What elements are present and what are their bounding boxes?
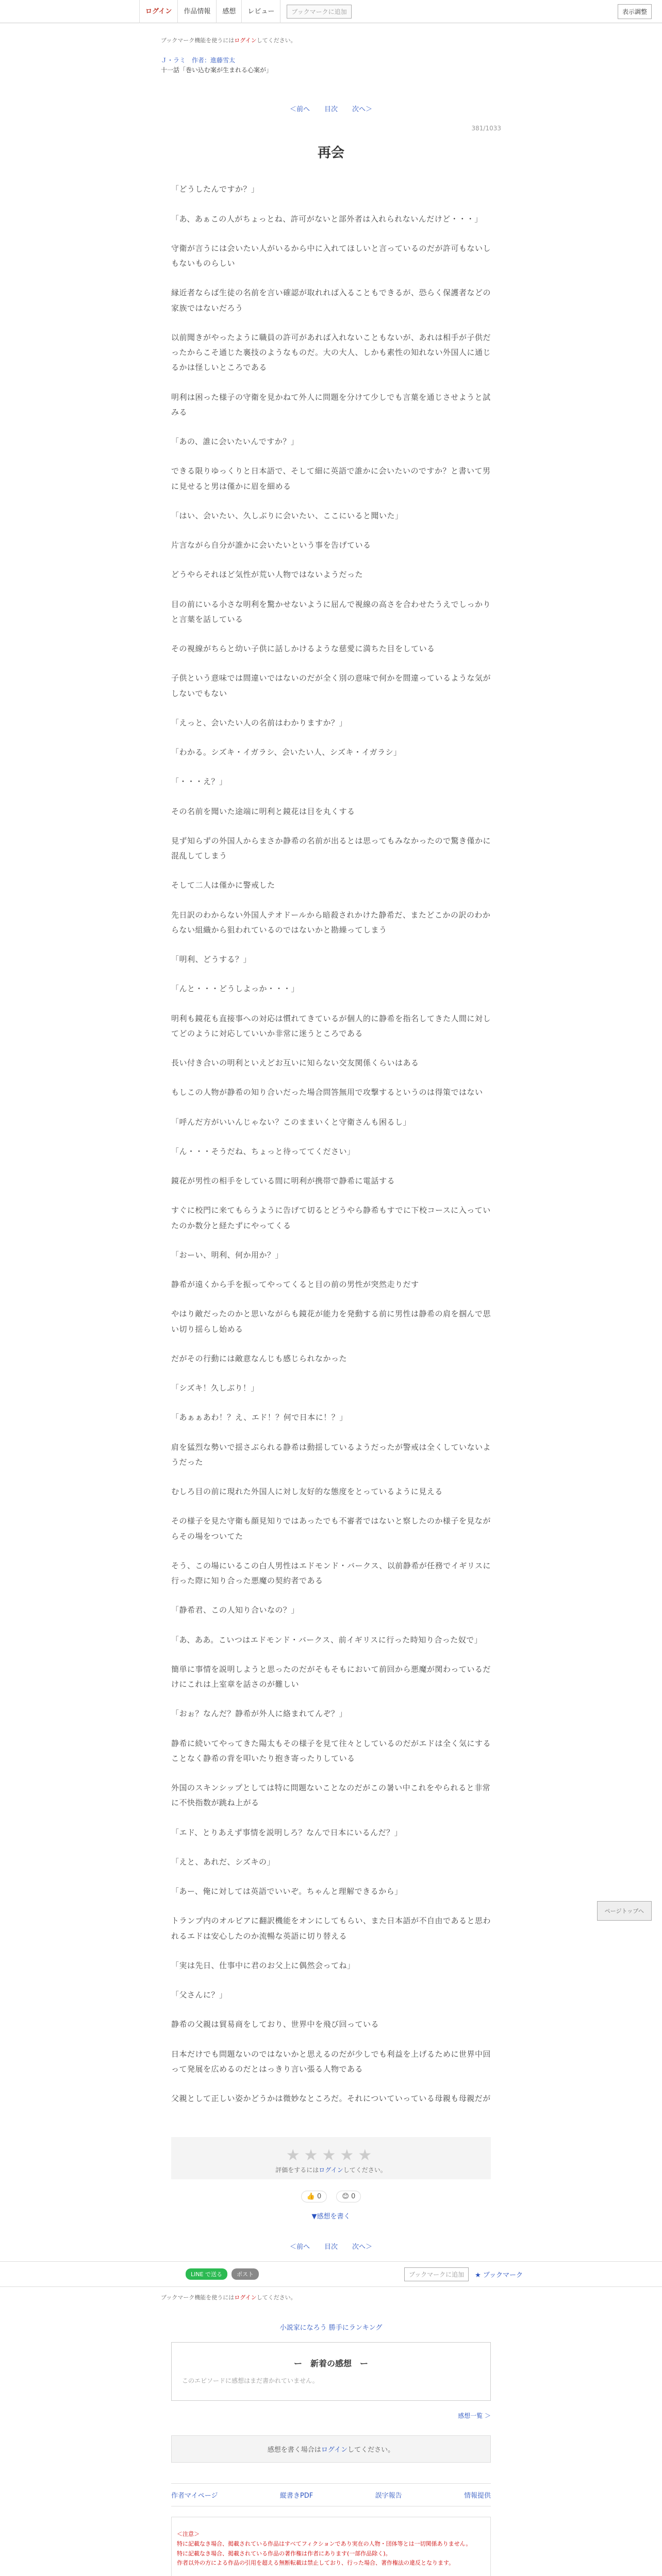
paragraph: 鏡花が男性の相手をしている間に明利が携帯で静希に電話する — [171, 1176, 395, 1186]
paragraph: 目の前にいる小さな明利を驚かせないように屈んで視線の高さを合わせたうえでしっかりと言葉を話している — [171, 599, 491, 624]
reactions — [171, 2191, 491, 2202]
login-box-link[interactable]: ログイン — [321, 2446, 348, 2454]
write-impression-link[interactable]: ▼感想を書く — [311, 2213, 351, 2221]
paragraph: 静希が遠くから手を振ってやってくると目の前の男性が突然走りだす — [171, 1280, 419, 1290]
foot-red1: 特に記載なき場合、掲載されている作品はすべてフィクションであり実在の人物・団体等とは一切関係ありません。 — [177, 2540, 472, 2548]
notice2-suffix: してください。 — [256, 2294, 296, 2301]
login-link[interactable]: ログイン — [139, 0, 178, 23]
series-subtitle: 十一話「巻い込む案が生まれる心案が」 — [161, 66, 273, 74]
paragraph: その名前を聞いた途端に明利と鏡花は目を丸くする — [171, 806, 355, 816]
paragraph: その視線がちらと幼い子供に話しかけるような慈愛に満ちた目をしている — [171, 644, 435, 654]
next-link-bottom[interactable]: 次へ＞ — [352, 2243, 373, 2251]
bookmark-add-button-bottom[interactable]: ブックマークに追加 — [404, 2267, 469, 2281]
notice-login-link[interactable]: ログイン — [234, 37, 257, 44]
paragraph: そう、この場にいるこの白人男性はエドモンド・バークス、以前静希が任務でイギリスに行った際に知り合った悪魔の契約者である — [171, 1561, 491, 1586]
bookmark-link[interactable]: ★ ブックマーク — [475, 2271, 523, 2279]
foot-red2: 特に記載なき場合、掲載されている作品の著作権は作者にあります(一部作品除く)。 — [177, 2550, 391, 2557]
paragraph: 父親として正しい姿かどうかは微妙なところだ。それについていっている母親も母親だが — [171, 2094, 491, 2104]
display-settings-button[interactable]: 表示調整 — [618, 4, 652, 19]
paragraph: トランプ内のオルビアに翻訳機能をオンにしてもらい、また日本語が不自由であると思われるエドは安心したのか流暢な英語に切り替える — [171, 1916, 491, 1941]
review-link[interactable]: レビュー — [242, 0, 280, 23]
paragraph: 子供という意味では間違いではないのだが全く別の意味で何かを間違っているような気がしないでもない — [171, 673, 491, 698]
rating-stars[interactable]: ★★★★★ — [286, 2146, 376, 2165]
login-box-text: 感想を書く場合は — [267, 2446, 321, 2454]
foot-red3: 作者以外の方による作品の引用を超える無断転載は禁止しており、行った場合、著作権法の違反となります。 — [177, 2560, 455, 2567]
paragraph: その様子を見た守衛も顔見知りではあったでも不審者ではないと察したのか様子を見ながらその場をついてた — [171, 1516, 491, 1541]
paragraph: 「あぁぁあわ！？え、エド！？何で日本に！？」 — [171, 1413, 347, 1422]
toc-link[interactable]: 目次 — [324, 106, 338, 114]
prev-link-bottom[interactable]: ＜前へ — [289, 2243, 310, 2251]
impressions-message: このエピソードに感想はまだ書かれていません。 — [182, 2377, 319, 2385]
impressions-more-link[interactable]: 感想一覧 ＞ — [458, 2412, 491, 2420]
impressions-link[interactable]: 感想 — [217, 0, 242, 23]
top-nav — [139, 0, 280, 23]
paragraph: 「父さんに？」 — [171, 1990, 227, 2000]
bookmark-notice — [161, 36, 491, 44]
paragraph: 外国のスキンシップとしては特に問題ないことなのだがこの暑い中これをやられると非常に不快指数が跳ね上がる — [171, 1783, 491, 1808]
notice-suffix: してください。 — [256, 37, 296, 44]
impressions-title: ー 新着の感想 ー — [293, 2359, 368, 2369]
paragraph: 「明利、どうする？」 — [171, 955, 252, 964]
paragraph: 片言ながら自分が誰かに会いたいという事を告げている — [171, 540, 371, 550]
paragraph: やはり敵だったのかと思いながらも鏡花が能力を発動する前に男性は静希の肩を掴んで思い切り揺らし始める — [171, 1309, 491, 1334]
paragraph: 「シズキ！久しぶり！」 — [171, 1383, 259, 1393]
novel-body — [171, 182, 491, 2106]
post-share-button[interactable]: ポスト — [231, 2268, 259, 2280]
paragraph: 日本だけでも問題ないのではないかと思えるのだが少しでも利益を上げるために世界中回って発展を広めるのだとはっきり言い張る人物である — [171, 2049, 491, 2074]
foot-head: ＜注意＞ — [177, 2531, 200, 2538]
impressions-box — [171, 2342, 491, 2401]
work-info-link[interactable]: 作品情報 — [178, 0, 217, 23]
like-reaction[interactable]: 👍 0 — [301, 2191, 327, 2202]
rating-caption-suffix: してください。 — [343, 2166, 387, 2174]
chapter-title: 再会 — [317, 145, 344, 161]
pager-top — [171, 104, 491, 113]
ranking-link[interactable]: 小説家になろう 勝手にランキング — [279, 2324, 383, 2332]
paragraph: 「ん・・・そうだね、ちょっと待っててください」 — [171, 1146, 355, 1156]
footer-nav — [171, 2483, 491, 2506]
paragraph: 「呼んだ方がいいんじゃない？このままいくと守衛さんも困るし」 — [171, 1117, 411, 1127]
paragraph: 簡単に事情を説明しようと思ったのだがそもそもにおいて前回から悪魔が関わっているだけにこれは上室章を話さのが難しい — [171, 1664, 491, 1689]
pager-bottom — [171, 2241, 491, 2251]
smile-reaction[interactable]: 😊 0 — [336, 2191, 361, 2202]
paragraph: どうやらそれほど気性が荒い人物ではないようだった — [171, 570, 363, 580]
paragraph: できる限りゆっくりと日本語で、そして細に英語で誰かに会いたいのですか？と書いて男に見せると男は僅かに眉を細める — [171, 466, 491, 491]
login-box — [171, 2435, 491, 2463]
share-bar-right — [404, 2267, 523, 2281]
top-bar — [0, 0, 662, 23]
paragraph: 先日訳のわからない外国人テオドールから暗殺されかけた静希だ、またどこかの訳のわからない組織から狙われているのではないかと勘繰ってしまう — [171, 910, 491, 935]
rating-box — [171, 2137, 491, 2179]
series-author-link[interactable]: Ｊ・ラミ 作者：進藤雪太 — [161, 57, 236, 64]
series-info — [161, 56, 491, 75]
rating-caption-text: 評価をするには — [275, 2166, 319, 2174]
paragraph: 見ず知らずの外国人からまさか静希の名前が出るとは思ってもみなかったので驚き僅かに混乱してしまう — [171, 836, 491, 861]
author-page-link[interactable]: 作者マイページ — [171, 2492, 218, 2500]
paragraph: 守衛が言うには会いたい人がいるから中に入れてほしいと言っているのだが許可もないしもないものらしい — [171, 243, 491, 268]
paragraph: 明利は困った様子の守衛を見かねて外人に問題を分けて少しでも言葉を通じさせようと試みる — [171, 392, 491, 417]
paragraph: だがその行動には敵意なんじも感じられなかった — [171, 1353, 347, 1363]
paragraph: 「どうしたんですか？」 — [171, 184, 259, 194]
paragraph: 「あー、俺に対しては英語でいいぞ。ちゃんと理解できるから」 — [171, 1887, 403, 1896]
main-content — [161, 36, 501, 2251]
paragraph: 静希の父親は貿易商をしており、世界中を飛び回っている — [171, 2020, 379, 2029]
paragraph: 「エド、とりあえず事情を説明しろ？なんで日本にいるんだ？」 — [171, 1827, 403, 1837]
paragraph: 「えっと、会いたい人の名前はわかりますか？」 — [171, 718, 347, 727]
page-number: 381/1033 — [471, 125, 501, 132]
paragraph: 「んと・・・どうしよっか・・・」 — [171, 984, 300, 994]
share-bar — [0, 2261, 662, 2287]
paragraph: 明利も鏡花も直接事への対応は慣れてきているが個人的に静希を指名してきた人間に対してどのように対応していいか非常に迷うところである — [171, 1013, 491, 1038]
paragraph: そして二人は僅かに警戒した — [171, 880, 275, 890]
notice-prefix: ブックマーク機能を使うには — [161, 37, 235, 44]
lower-content — [161, 2293, 491, 2463]
notice2-login-link[interactable]: ログイン — [234, 2294, 257, 2301]
toc-link-bottom[interactable]: 目次 — [324, 2243, 338, 2251]
paragraph: 「おぉ？なんだ？静希が外人に絡まれてんぞ？」 — [171, 1709, 347, 1719]
rating-login-link[interactable]: ログイン — [319, 2166, 343, 2174]
vertical-pdf-link[interactable]: 縦書きPDF — [279, 2492, 313, 2500]
bookmark-notice-bottom — [161, 2293, 491, 2301]
paragraph: 「えと、あれだ、シズキの」 — [171, 1857, 275, 1867]
series-author — [161, 56, 491, 65]
paragraph: もしこの人物が静希の知り合いだった場合問答無用で攻撃するというのは得策ではない — [171, 1088, 483, 1097]
notice2-prefix: ブックマーク機能を使うには — [161, 2294, 235, 2301]
paragraph: むしろ目の前に現れた外国人に対し友好的な態度をとっているように見える — [171, 1487, 443, 1497]
info-report-link[interactable]: 情報提供 — [464, 2492, 491, 2500]
login-box-suffix: してください。 — [347, 2446, 395, 2454]
paragraph: 「はい、会いたい、久しぶりに会いたい、ここにいると聞いた」 — [171, 511, 403, 520]
paragraph: 「あ、あぁこの人がちょっとね、許可がないと部外者は入れられないんだけど・・・」 — [171, 214, 483, 224]
next-link[interactable]: 次へ＞ — [352, 106, 373, 114]
prev-link[interactable]: ＜前へ — [289, 106, 310, 114]
line-share-button[interactable]: LINE で送る — [186, 2268, 227, 2280]
paragraph: 静希に続いてやってきた陽太もその様子を見て往々としているのだがエドは全く気にすることなく静希の背を叩いたり抱き寄ったりしている — [171, 1738, 491, 1763]
paragraph: 肩を猛烈な勢いで揺さぶられる静希は動揺しているようだったが警戒は全くしていないようだった — [171, 1442, 491, 1467]
paragraph: 以前聞きがやったように職員の許可があれば入れないこともないが、あれは相手が子供だったからこそ通じた裏技のようなものだ。大の大人、しかも素性の知れない外国人に通じるかは怪しいところである — [171, 332, 491, 372]
rating-caption — [171, 2165, 491, 2174]
typo-report-link[interactable]: 誤字報告 — [375, 2492, 402, 2500]
paragraph: すぐに校門に来てもらうように告げて切るとどうやら静希もすでに下校コースに入っていたのか数分と経たずにやってくる — [171, 1206, 491, 1230]
paragraph: 長い付き合いの明利といえどお互いに知らない交友関係くらいはある — [171, 1058, 419, 1068]
bookmark-add-button[interactable]: ブックマークに追加 — [287, 5, 351, 19]
footer-notes — [171, 2517, 491, 2576]
paragraph: 「おーい、明利、何か用か？」 — [171, 1250, 284, 1260]
paragraph: 縁近者ならば生徒の名前を言い確認が取れれば入ることもできるが、恐らく保護者などの家族ではないだろう — [171, 288, 491, 313]
paragraph: 「わかる。シズキ・イガラシ、会いたい人、シズキ・イガラシ」 — [171, 748, 402, 757]
paragraph: 「あ、ああ。こいつはエドモンド・バークス、前イギリスに行った時知り合った奴で」 — [171, 1635, 483, 1645]
paragraph: 「・・・え？」 — [171, 777, 227, 787]
paragraph: 「あの、誰に会いたいんですか？」 — [171, 437, 299, 447]
paragraph: 「静希君、この人知り合いなの？」 — [171, 1605, 300, 1615]
paragraph: 「実は先日、仕事中に君のお父上に偶然会ってね」 — [171, 1960, 355, 1970]
page-top-button[interactable]: ページトップへ — [597, 1901, 652, 1921]
